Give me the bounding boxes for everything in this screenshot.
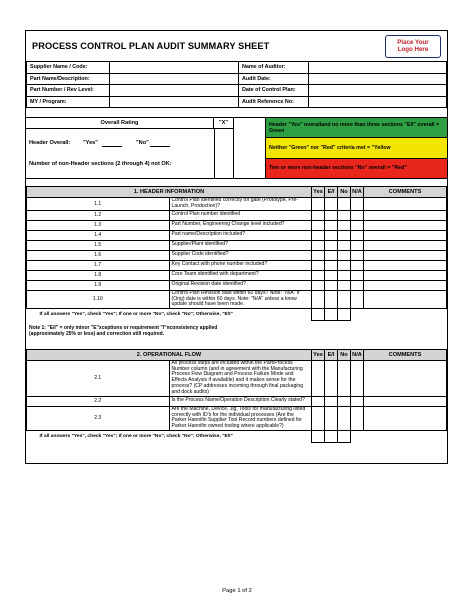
empty-cell [351, 431, 364, 443]
table-row [27, 198, 447, 211]
ei-checkbox[interactable] [325, 406, 338, 430]
item-text: All process steps are included within the Part/Process Number column (and in agreement with the Manufacturing Process Flow Diagram and Process Failure Mode and Effects Analysis if available) and it makes sense for the process? (CP addresses incoming through final packaging and dock audits) [169, 360, 312, 396]
section2-col-ei: E/I [325, 349, 338, 360]
section1-title: 1. HEADER INFORMATION [27, 187, 312, 198]
item-number: 1.9 [27, 280, 170, 290]
item-text: Core Team identified with department? [169, 270, 312, 280]
summary-yes-box[interactable] [312, 431, 325, 443]
program-field[interactable] [110, 96, 239, 108]
comments-field[interactable] [364, 198, 447, 211]
empty-cell [364, 309, 447, 321]
title-row [26, 31, 447, 61]
item-number: 1.2 [27, 210, 170, 220]
section2-col-yes: Yes [312, 349, 325, 360]
item-number: 1.7 [27, 260, 170, 270]
comments-field[interactable] [364, 396, 447, 406]
audit-reference-label: Audit Reference No: [239, 96, 309, 108]
audit-sheet [25, 30, 448, 464]
header-yes-label: "Yes" [83, 140, 98, 146]
ei-checkbox[interactable] [325, 210, 338, 220]
item-text: Part Number, Engineering Change level included? [169, 220, 312, 230]
part-number-field[interactable] [110, 85, 239, 97]
ei-checkbox[interactable] [325, 260, 338, 270]
no-checkbox[interactable] [338, 220, 351, 230]
item-text: Part name/Description included? [169, 230, 312, 240]
na-checkbox[interactable] [351, 250, 364, 260]
comments-field[interactable] [364, 270, 447, 280]
no-checkbox[interactable] [338, 270, 351, 280]
table-row [27, 220, 447, 230]
item-number: 2.3 [27, 406, 170, 430]
item-number: 1.6 [27, 250, 170, 260]
yes-checkbox[interactable] [312, 396, 325, 406]
part-name-label: Part Name/Description: [27, 73, 110, 85]
yes-checkbox[interactable] [312, 210, 325, 220]
item-text: Control Plan Revision date within 60 days? Note: "N/A" if (Orig) date is within 60 days. Note: "N/A" unless a know update should have been made. [169, 290, 312, 309]
supplier-name-field[interactable] [110, 62, 239, 74]
yes-checkbox[interactable] [312, 360, 325, 396]
comments-field[interactable] [364, 210, 447, 220]
criteria-green: Header "Yes" overalland no more than three sections "E/I" overall = Green [266, 118, 447, 138]
item-text: Original Revision date identified? [169, 280, 312, 290]
na-checkbox[interactable] [351, 290, 364, 309]
overall-rating-label: Overall Rating [26, 118, 214, 129]
table-row [27, 406, 447, 430]
criteria-red: Two or more non-header sections "No" overall = "Red" [266, 159, 447, 178]
supplier-name-label: Supplier Name / Code: [27, 62, 110, 74]
summary-row [27, 309, 447, 321]
no-checkbox[interactable] [338, 280, 351, 290]
no-checkbox[interactable] [338, 406, 351, 430]
na-checkbox[interactable] [351, 198, 364, 211]
no-checkbox[interactable] [338, 250, 351, 260]
note-block [26, 324, 447, 339]
no-checkbox[interactable] [338, 260, 351, 270]
summary-row [27, 431, 447, 443]
no-blank[interactable] [150, 146, 170, 147]
yes-checkbox[interactable] [312, 220, 325, 230]
summary-no-box[interactable] [338, 309, 351, 321]
section2-col-na: N/A [351, 349, 364, 360]
comments-field[interactable] [364, 230, 447, 240]
item-text: Supplier/Plant identified? [169, 240, 312, 250]
no-checkbox[interactable] [338, 360, 351, 396]
table-row [27, 250, 447, 260]
na-checkbox[interactable] [351, 360, 364, 396]
section1-summary: If all answers "Yes", check "Yes"; If one or more "No", check "No"; Otherwise, "E/I" [39, 312, 233, 318]
ei-checkbox[interactable] [325, 270, 338, 280]
non-header-count-box[interactable] [214, 129, 234, 179]
table-row [27, 240, 447, 250]
page-number: Page 1 of 2 [222, 588, 252, 594]
section1-col-na: N/A [351, 187, 364, 198]
criteria-yellow: Neither "Green" nor "Red" criteria met = "Yellow [266, 138, 447, 158]
table-row [27, 230, 447, 240]
spacer [26, 443, 447, 463]
overall-rating-block [26, 117, 447, 178]
item-number: 1.8 [27, 270, 170, 280]
item-text: Control Plan identified correctly for gate (Prototype, Pre-Launch, Production)? [169, 198, 312, 211]
na-checkbox[interactable] [351, 230, 364, 240]
yes-checkbox[interactable] [312, 290, 325, 309]
no-checkbox[interactable] [338, 198, 351, 211]
table-row [27, 360, 447, 396]
yes-checkbox[interactable] [312, 406, 325, 430]
ei-checkbox[interactable] [325, 360, 338, 396]
non-header-label: Number of non-Header sections (2 through 4) not OK: [29, 161, 172, 167]
na-checkbox[interactable] [351, 396, 364, 406]
section1-col-comments: COMMENTS [364, 187, 447, 198]
ei-checkbox[interactable] [325, 290, 338, 309]
na-checkbox[interactable] [351, 270, 364, 280]
item-number: 1.3 [27, 220, 170, 230]
summary-ei-box[interactable] [325, 431, 338, 443]
auditor-name-label: Name of Auditor: [239, 62, 309, 74]
comments-field[interactable] [364, 250, 447, 260]
control-plan-date-field[interactable] [309, 85, 447, 97]
comments-field[interactable] [364, 360, 447, 396]
program-label: MY / Program: [27, 96, 110, 108]
summary-no-box[interactable] [338, 431, 351, 443]
yes-checkbox[interactable] [312, 260, 325, 270]
comments-field[interactable] [364, 240, 447, 250]
rating-criteria [266, 118, 447, 178]
ei-checkbox[interactable] [325, 240, 338, 250]
na-checkbox[interactable] [351, 210, 364, 220]
section1-col-yes: Yes [312, 187, 325, 198]
ei-checkbox[interactable] [325, 198, 338, 211]
item-number: 1.1 [27, 198, 170, 211]
ei-checkbox[interactable] [325, 250, 338, 260]
empty-cell [364, 431, 447, 443]
table-row [27, 290, 447, 309]
audit-date-field[interactable] [309, 73, 447, 85]
part-name-field[interactable] [110, 73, 239, 85]
header-overall-label: Header Overall: [29, 140, 71, 146]
empty-cell [351, 309, 364, 321]
item-number: 1.4 [27, 230, 170, 240]
audit-reference-field[interactable] [309, 96, 447, 108]
yes-checkbox[interactable] [312, 240, 325, 250]
na-checkbox[interactable] [351, 260, 364, 270]
note-line-2: (approximately 25% or less) and correction still required. [29, 331, 165, 338]
page-title: PROCESS CONTROL PLAN AUDIT SUMMARY SHEET [32, 41, 270, 51]
section1-col-ei: E/I [325, 187, 338, 198]
yes-checkbox[interactable] [312, 230, 325, 240]
item-text: Supplier Code identified? [169, 250, 312, 260]
comments-field[interactable] [364, 290, 447, 309]
no-checkbox[interactable] [338, 210, 351, 220]
note-line-1: Note 1: "E/I" = only minor "E"xceptions or requirement "I"nconsistency applied [29, 325, 218, 332]
no-checkbox[interactable] [338, 290, 351, 309]
yes-checkbox[interactable] [312, 280, 325, 290]
na-checkbox[interactable] [351, 220, 364, 230]
info-table [26, 61, 447, 108]
section1-col-no: No [338, 187, 351, 198]
comments-field[interactable] [364, 260, 447, 270]
ei-checkbox[interactable] [325, 280, 338, 290]
table-row [27, 210, 447, 220]
item-text: Control Plan number identified [169, 210, 312, 220]
part-number-label: Part Number / Rev Level: [27, 85, 110, 97]
audit-date-label: Audit Date: [239, 73, 309, 85]
summary-yes-box[interactable] [312, 309, 325, 321]
spacer [26, 178, 447, 186]
comments-field[interactable] [364, 220, 447, 230]
no-checkbox[interactable] [338, 396, 351, 406]
logo-line-1: Place Your [397, 38, 429, 46]
comments-field[interactable] [364, 280, 447, 290]
summary-ei-box[interactable] [325, 309, 338, 321]
ei-checkbox[interactable] [325, 230, 338, 240]
ei-checkbox[interactable] [325, 220, 338, 230]
spacer [26, 339, 447, 349]
item-number: 2.2 [27, 396, 170, 406]
yes-checkbox[interactable] [312, 250, 325, 260]
comments-field[interactable] [364, 406, 447, 430]
na-checkbox[interactable] [351, 240, 364, 250]
item-number: 2.1 [27, 360, 170, 396]
spacer [26, 108, 447, 117]
overall-rating-left [26, 118, 266, 178]
auditor-name-field[interactable] [309, 62, 447, 74]
na-checkbox[interactable] [351, 406, 364, 430]
ei-checkbox[interactable] [325, 396, 338, 406]
item-number: 1.10 [27, 290, 170, 309]
section2-col-no: No [338, 349, 351, 360]
yes-blank[interactable] [102, 146, 122, 147]
x-mark-cell: "X" [214, 118, 234, 129]
yes-checkbox[interactable] [312, 198, 325, 211]
header-no-label: "No" [136, 140, 149, 146]
item-text: Are the Machine, Device, Jig, Tools for manufacturing listed correctly with ID's for the individual processes (Are the Parker Hannifin Supplier Tool Record numbers defined for Parker Hannifin owned tooling where applicable?) [169, 406, 312, 430]
no-checkbox[interactable] [338, 240, 351, 250]
na-checkbox[interactable] [351, 280, 364, 290]
operational-flow-table [26, 349, 447, 443]
table-row [27, 270, 447, 280]
item-text: Key Contact with phone number included? [169, 260, 312, 270]
item-number: 1.5 [27, 240, 170, 250]
table-row [27, 260, 447, 270]
table-row [27, 280, 447, 290]
no-checkbox[interactable] [338, 230, 351, 240]
section2-title: 2. OPERATIONAL FLOW [27, 349, 312, 360]
yes-checkbox[interactable] [312, 270, 325, 280]
table-row [27, 396, 447, 406]
logo-line-2: Logo Here [397, 46, 429, 53]
section2-col-comments: COMMENTS [364, 349, 447, 360]
control-plan-date-label: Date of Control Plan: [239, 85, 309, 97]
item-text: Is the Process Name/Operation Description Clearly stated? [169, 396, 312, 406]
logo-placeholder [385, 35, 441, 58]
section2-summary: If all answers "Yes", check "Yes"; If one or more "No", check "No"; Otherwise, "E/I" [39, 434, 233, 440]
header-information-table [26, 186, 447, 321]
